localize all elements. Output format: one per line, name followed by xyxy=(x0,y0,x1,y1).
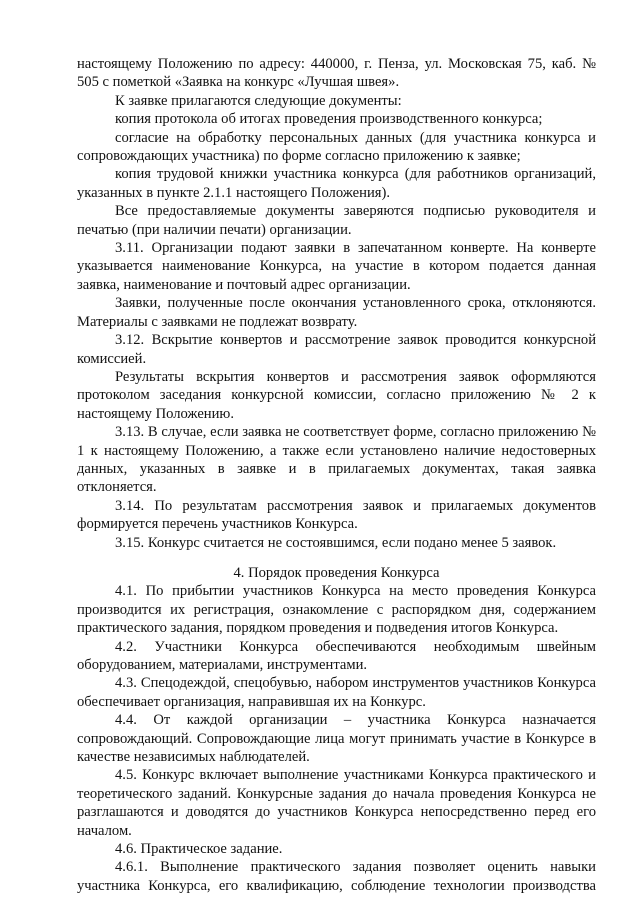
paragraph: 3.11. Организации подают заявки в запечатанном конверте. На конверте указывается наименование Конкурса, на участие в котором подается данная заявка, наименование и почтовый адрес организации. xyxy=(77,240,596,293)
paragraph: 4.6. Практическое задание. xyxy=(115,841,283,858)
paragraph: Все предоставляемые документы заверяются подписью руководителя и печатью (при наличии печати) организации. xyxy=(77,203,596,238)
paragraph: копия трудовой книжки участника конкурса (для работников организаций, указанных в пункте 2.1.1 настоящего Положения). xyxy=(77,166,596,201)
paragraph: Заявки, полученные после окончания установленного срока, отклоняются. Материалы с заявками не подлежат возврату. xyxy=(77,295,596,330)
section-title: 4. Порядок проведения Конкурса xyxy=(233,564,440,581)
paragraph: согласие на обработку персональных данных (для участника конкурса и сопровождающих участника) по форме согласно приложению к заявке; xyxy=(77,129,596,165)
paragraph: настоящему Положению по адресу: 440000, г. Пенза, ул. Московская 75, каб. № 505 с пометкой «Заявка на конкурс «Лучшая швея». xyxy=(77,56,596,91)
paragraph: 4.5. Конкурс включает выполнение участниками Конкурса практического и теоретического заданий. Конкурсные задания до начала проведения Конкурса не разглашаются и доводятся до участников Конкурса непосредственно перед его началом. xyxy=(77,767,596,839)
paragraph: К заявке прилагаются следующие документы: xyxy=(115,92,402,109)
paragraph: 4.2. Участники Конкурса обеспечиваются необходимым швейным оборудованием, материалами, инструментами. xyxy=(77,638,596,673)
paragraph: копия протокола об итогах проведения производственного конкурса; xyxy=(115,111,543,128)
paragraph: 4.3. Спецодеждой, спецобувью, набором инструментов участников Конкурса обеспечивает организация, направившая их на Конкурс. xyxy=(77,675,596,710)
paragraph: 4.6.1. Выполнение практического задания позволяет оценить навыки участника Конкурса, его квалификацию, соблюдение технологии производства xyxy=(77,859,596,894)
paragraph: 4.4. От каждой организации – участника Конкурса назначается сопровождающий. Сопровождающие лица могут принимать участие в Конкурсе в качестве независимых наблюдателей. xyxy=(77,712,596,766)
paragraph: 3.12. Вскрытие конвертов и рассмотрение заявок проводится конкурсной комиссией. xyxy=(77,332,596,367)
paragraph: 3.15. Конкурс считается не состоявшимся, если подано менее 5 заявок. xyxy=(115,534,557,551)
paragraph: 3.13. В случае, если заявка не соответствует форме, согласно приложению № 1 к настоящему Положению, а также если установлено наличие недостоверных данных, указанных в заявке и в прилагаемых документах, такая заявка отклоняется. xyxy=(77,424,596,496)
paragraph: Результаты вскрытия конвертов и рассмотрения заявок оформляются протоколом заседания конкурсной комиссии, согласно приложению № 2 к настоящему Положению. xyxy=(77,368,596,422)
paragraph: 3.14. По результатам рассмотрения заявок и прилагаемых документов формируется перечень участников Конкурса. xyxy=(77,497,596,533)
paragraph: 4.1. По прибытии участников Конкурса на место проведения Конкурса производится их регистрация, ознакомление с распорядком дня, содержанием практического задания, порядком проведения и подведения итогов Конкурса. xyxy=(77,583,596,637)
